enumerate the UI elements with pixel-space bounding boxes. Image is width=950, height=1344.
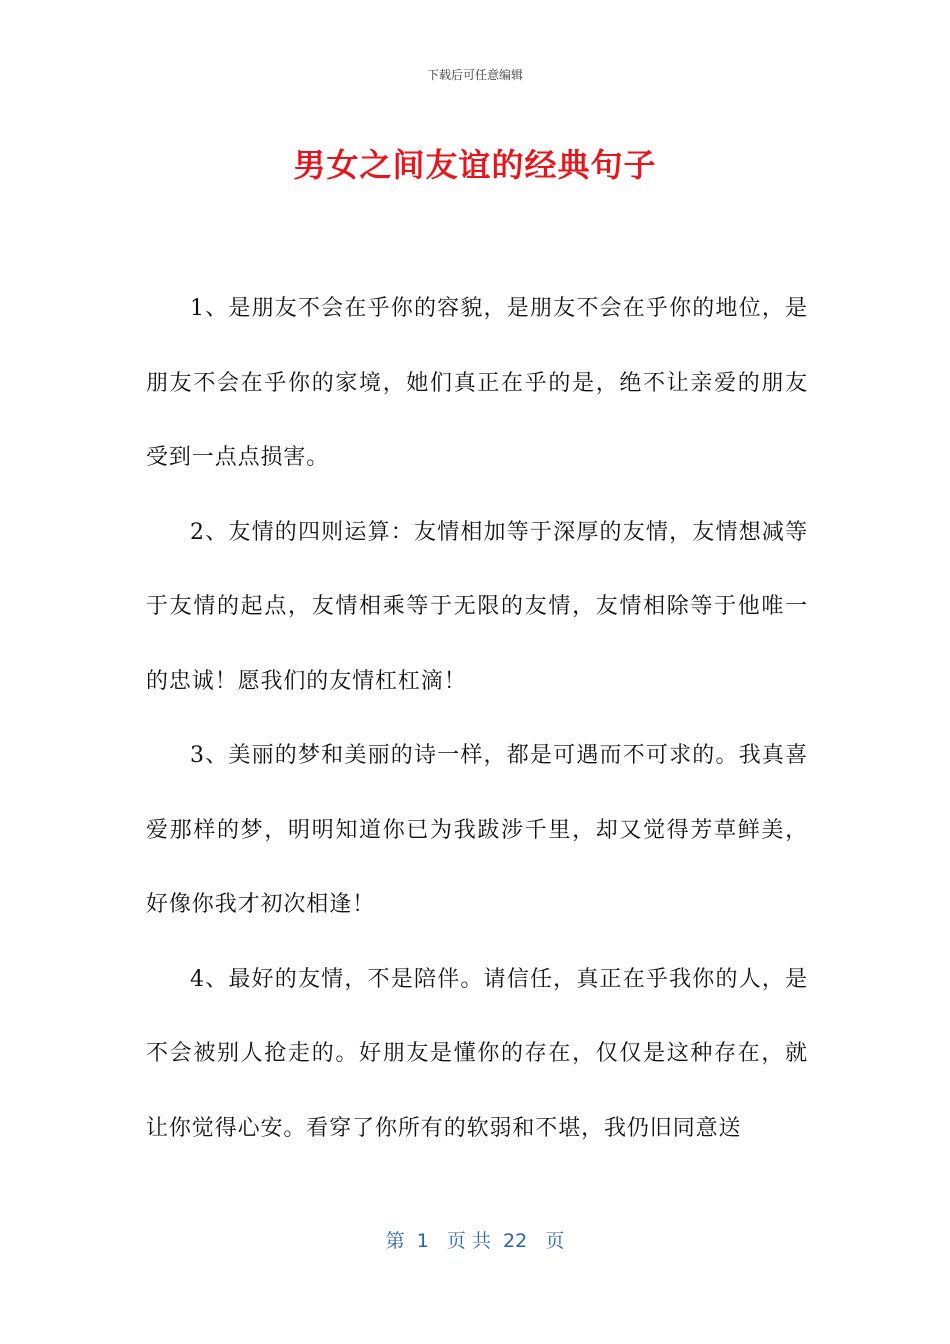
- page-footer: 第 1 页 共 22 页: [385, 1230, 565, 1252]
- paragraph-3: 3、美丽的梦和美丽的诗一样，都是可遇而不可求的。我真喜爱那样的梦，明明知道你已为我跋涉千里，却又觉得芳草鲜美，好像你我才初次相逢！: [146, 743, 808, 917]
- paragraph-4: 4、最好的友情，不是陪伴。请信任，真正在乎我你的人，是不会被别人抢走的。好朋友是懂你的存在，仅仅是这种存在，就让你觉得心安。看穿了你所有的软弱和不堪，我仍旧同意送: [146, 966, 808, 1141]
- document-body: [146, 272, 808, 1166]
- paragraph-2: 2、友情的四则运算：友情相加等于深厚的友情，友情想减等于友情的起点，友情相乘等于无限的友情，友情相除等于他唯一的忠诚！愿我们的友情杠杠滴！: [146, 519, 808, 694]
- header-note: 下载后可任意编辑: [426, 68, 523, 82]
- paragraph-1: 1、是朋友不会在乎你的容貌，是朋友不会在乎你的地位，是朋友不会在乎你的家境，她们真正在乎的是，绝不让亲爱的朋友受到一点点损害。: [146, 296, 808, 470]
- document-title: 男女之间友谊的经典句子: [293, 146, 657, 184]
